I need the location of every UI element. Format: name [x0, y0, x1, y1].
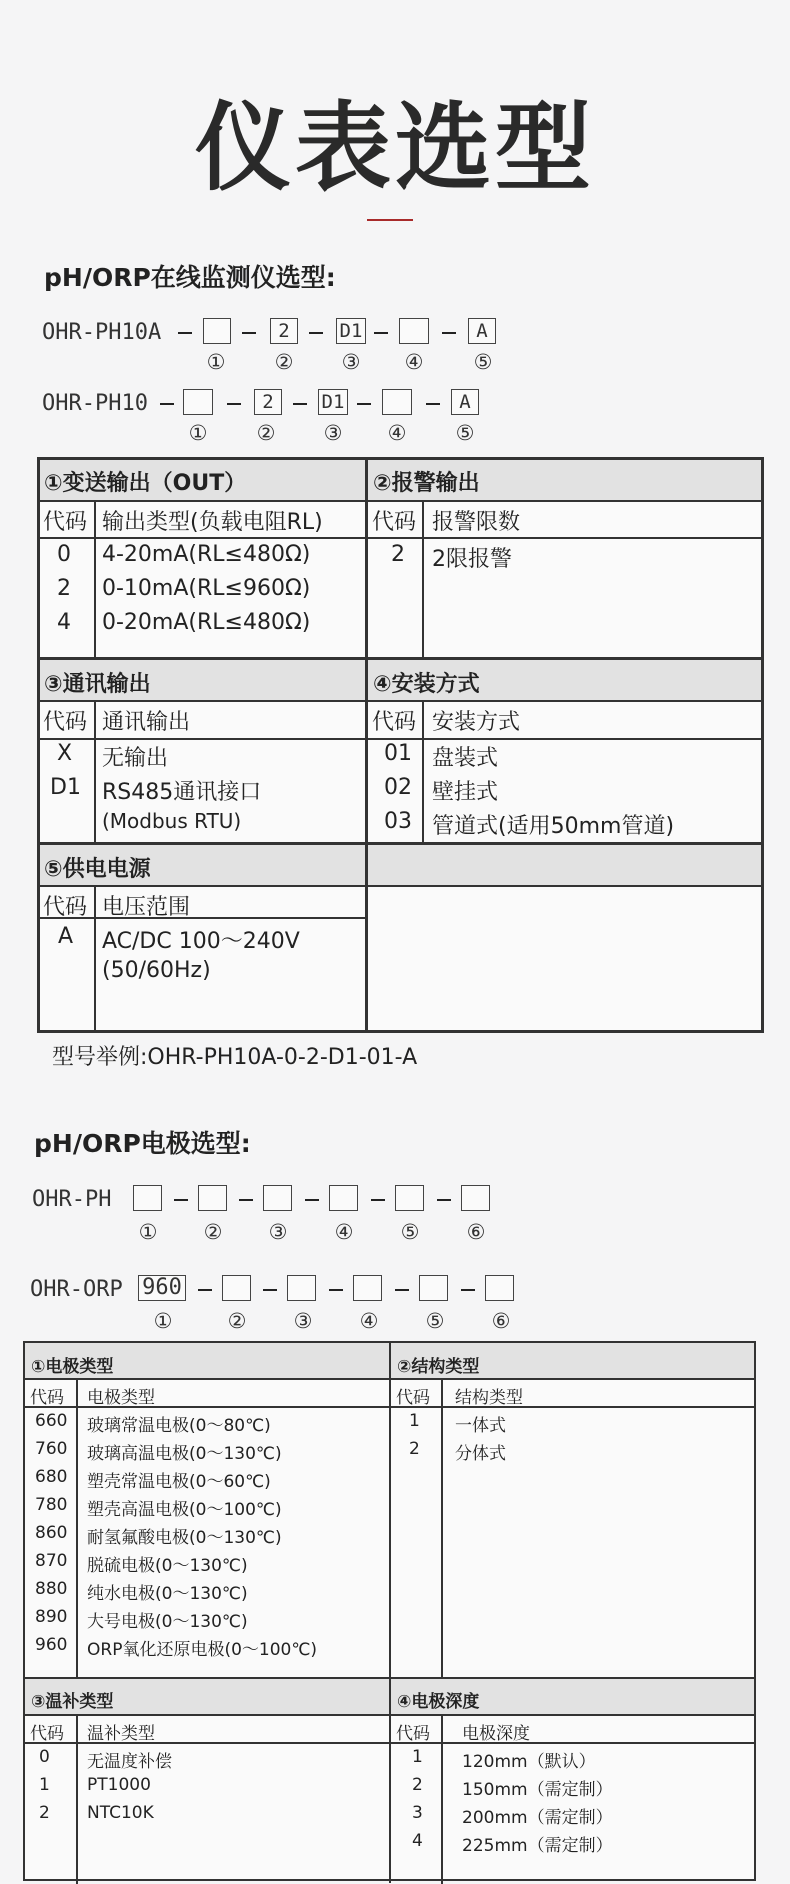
code-slot-4 [382, 389, 412, 415]
code-slot-4 [353, 1275, 382, 1301]
col-header-code: 代码 [30, 1388, 64, 1408]
title-divider [367, 219, 413, 221]
position-number: ① [188, 421, 208, 445]
row-divider [40, 500, 761, 502]
dash [263, 1289, 277, 1291]
dash [357, 403, 371, 405]
dash [461, 1289, 475, 1291]
row-divider [25, 1677, 754, 1679]
code-slot-4 [329, 1185, 358, 1211]
cell-code: 03 [384, 809, 412, 834]
meter-code-line-1 [42, 318, 542, 348]
cell-code: 1 [412, 1747, 423, 1767]
cell-code: 4 [57, 610, 71, 635]
comm-title: ③通讯输出 [44, 672, 151, 697]
code-col-divider [94, 885, 96, 1030]
dash [309, 332, 323, 334]
alarm-title: ②报警输出 [373, 471, 480, 496]
code-col-divider [422, 700, 424, 842]
col-header-type: 电压范围 [102, 895, 191, 920]
position-number: ② [203, 1220, 223, 1244]
cell-desc: (Modbus RTU) [102, 809, 242, 833]
position-number: ⑤ [455, 421, 475, 445]
dash [174, 1199, 188, 1201]
col-header-code: 代码 [43, 895, 88, 920]
position-number: ④ [404, 350, 424, 374]
cell-desc: 玻璃常温电极(0～80℃) [87, 1416, 271, 1436]
code-slot-1 [203, 318, 231, 344]
position-number: ① [153, 1309, 173, 1333]
col-header-code: 代码 [43, 510, 88, 535]
cell-code: 3 [412, 1803, 423, 1823]
electrode-selection-table [23, 1341, 756, 1881]
dash [371, 1199, 385, 1201]
code-slot-3 [263, 1185, 292, 1211]
depth-title: ④电极深度 [397, 1692, 480, 1712]
cell-code: 860 [35, 1523, 68, 1543]
col-header-type: 报警限数 [432, 510, 521, 535]
position-number: ② [274, 350, 294, 374]
col-header-code: 代码 [30, 1724, 64, 1744]
cell-desc: ORP氧化还原电极(0～100℃) [87, 1640, 318, 1660]
dash [329, 1289, 343, 1291]
cell-code: 02 [384, 775, 412, 800]
dash [437, 1199, 451, 1201]
cell-code: 0 [57, 542, 71, 567]
cell-code: 660 [35, 1411, 68, 1431]
cell-code: 870 [35, 1551, 68, 1571]
row-divider [40, 917, 365, 919]
code-slot-2 [198, 1185, 227, 1211]
dash [227, 403, 241, 405]
code-col-divider [422, 500, 424, 657]
cell-code: 2 [39, 1803, 50, 1823]
cell-code: 0 [39, 1747, 50, 1767]
position-number: ④ [334, 1220, 354, 1244]
dash [305, 1199, 319, 1201]
electrode-section-heading: pH/ORP电极选型: [34, 1129, 251, 1158]
cell-code: 2 [391, 542, 405, 567]
row-divider [40, 885, 761, 887]
dash [374, 332, 388, 334]
cell-desc: 无温度补偿 [87, 1752, 172, 1772]
row-divider [25, 1714, 754, 1716]
code-slot-5 [419, 1275, 448, 1301]
cell-code: A [58, 924, 74, 949]
cell-desc: 2限报警 [432, 547, 512, 572]
position-number: ⑤ [425, 1309, 445, 1333]
position-number: ③ [293, 1309, 313, 1333]
col-header-type: 结构类型 [455, 1388, 523, 1408]
model-example: 型号举例:OHR-PH10A-0-2-D1-01-A [52, 1045, 418, 1070]
position-number: ① [206, 350, 226, 374]
col-header-type: 安装方式 [432, 710, 521, 735]
position-number: ⑤ [473, 350, 493, 374]
cell-desc: 0-10mA(RL≤960Ω) [102, 576, 311, 601]
row-divider [40, 738, 761, 740]
output-title: ①变送输出（OUT） [44, 471, 247, 496]
cell-code: D1 [50, 775, 81, 800]
code-prefix: OHR-ORP [30, 1277, 123, 1302]
code-slot-1: 960 [138, 1275, 186, 1301]
code-slot-3: D1 [318, 389, 348, 415]
cell-desc: 管道式(适用50mm管道) [432, 814, 675, 839]
cell-desc: 塑壳常温电极(0～60℃) [87, 1472, 271, 1492]
cell-code: X [57, 741, 73, 766]
cell-desc: 壁挂式 [432, 780, 499, 805]
col-header-type: 输出类型(负载电阻RL) [102, 510, 323, 535]
cell-desc: AC/DC 100～240V [102, 929, 300, 954]
position-number: ① [138, 1220, 158, 1244]
dash [239, 1199, 253, 1201]
cell-code: 780 [35, 1495, 68, 1515]
code-slot-5 [395, 1185, 424, 1211]
cell-desc: 120mm（默认） [462, 1752, 596, 1772]
col-header-code: 代码 [372, 510, 417, 535]
position-number: ③ [323, 421, 343, 445]
code-slot-2: 2 [254, 389, 282, 415]
cell-desc: 150mm（需定制） [462, 1780, 613, 1800]
code-slot-3 [287, 1275, 316, 1301]
cell-desc: 塑壳高温电极(0～100℃) [87, 1500, 282, 1520]
col-header-code: 代码 [43, 710, 88, 735]
position-number: ② [227, 1309, 247, 1333]
cell-code: 890 [35, 1607, 68, 1627]
dash [426, 403, 440, 405]
cell-code: 4 [412, 1831, 423, 1851]
cell-desc: 玻璃高温电极(0～130℃) [87, 1444, 282, 1464]
position-number: ⑤ [400, 1220, 420, 1244]
cell-desc: 无输出 [102, 746, 169, 771]
cell-code: 880 [35, 1579, 68, 1599]
col-header-type: 通讯输出 [102, 710, 191, 735]
code-slot-2: 2 [270, 318, 298, 344]
cell-desc: 大号电极(0～130℃) [87, 1612, 248, 1632]
position-number: ⑥ [466, 1220, 486, 1244]
cell-code: 2 [409, 1439, 420, 1459]
position-number: ④ [359, 1309, 379, 1333]
cell-code: 1 [409, 1411, 420, 1431]
cell-code: 1 [39, 1775, 50, 1795]
code-slot-5: A [468, 318, 496, 344]
cell-desc: RS485通讯接口 [102, 780, 262, 805]
dash [293, 403, 307, 405]
install-title: ④安装方式 [373, 672, 480, 697]
position-number: ② [256, 421, 276, 445]
position-number: ③ [268, 1220, 288, 1244]
page-title: 仪表选型 [195, 92, 595, 204]
code-slot-6 [485, 1275, 514, 1301]
dash [178, 332, 192, 334]
row-divider [40, 657, 761, 660]
code-prefix: OHR-PH [32, 1187, 112, 1212]
dash [160, 403, 174, 405]
col-header-type: 电极类型 [87, 1388, 155, 1408]
electrode-code-line-2 [30, 1275, 520, 1305]
temp-title: ③温补类型 [31, 1692, 114, 1712]
code-col-divider [94, 500, 96, 657]
cell-desc: 耐氢氟酸电极(0～130℃) [87, 1528, 282, 1548]
cell-code: 2 [57, 576, 71, 601]
cell-code: 960 [35, 1635, 68, 1655]
row-divider [40, 537, 761, 539]
power-title: ⑤供电电源 [44, 857, 151, 882]
cell-code: 2 [412, 1775, 423, 1795]
dash [442, 332, 456, 334]
cell-desc: NTC10K [87, 1803, 154, 1823]
col-header-type: 温补类型 [87, 1724, 155, 1744]
code-slot-3: D1 [336, 318, 366, 344]
electrode-code-line-1 [32, 1185, 512, 1215]
cell-desc: 225mm（需定制） [462, 1836, 613, 1856]
position-number: ⑥ [491, 1309, 511, 1333]
cell-desc: 脱硫电极(0～130℃) [87, 1556, 248, 1576]
code-slot-1 [133, 1185, 162, 1211]
struct-title: ②结构类型 [397, 1357, 480, 1377]
dash [395, 1289, 409, 1291]
code-slot-4 [399, 318, 429, 344]
code-prefix: OHR-PH10 [42, 391, 148, 416]
position-number: ③ [341, 350, 361, 374]
code-slot-2 [222, 1275, 251, 1301]
col-header-code: 代码 [396, 1724, 430, 1744]
cell-desc: PT1000 [87, 1775, 151, 1795]
row-divider [40, 700, 761, 702]
cell-code: 680 [35, 1467, 68, 1487]
col-header-type: 电极深度 [462, 1724, 530, 1744]
meter-section-heading: pH/ORP在线监测仪选型: [44, 263, 336, 292]
code-slot-1 [183, 389, 213, 415]
dash [242, 332, 256, 334]
col-header-code: 代码 [372, 710, 417, 735]
cell-desc: (50/60Hz) [102, 958, 211, 983]
cell-desc: 一体式 [455, 1416, 506, 1436]
code-slot-5: A [451, 389, 479, 415]
code-col-divider [76, 1378, 78, 1677]
etype-title: ①电极类型 [31, 1357, 114, 1377]
code-col-divider [94, 700, 96, 842]
dash [198, 1289, 212, 1291]
row-divider [25, 1378, 754, 1380]
cell-desc: 分体式 [455, 1444, 506, 1464]
cell-code: 01 [384, 741, 412, 766]
column-divider [389, 1343, 391, 1883]
cell-desc: 200mm（需定制） [462, 1808, 613, 1828]
column-divider [365, 460, 368, 1030]
position-number: ④ [387, 421, 407, 445]
code-slot-6 [461, 1185, 490, 1211]
cell-desc: 盘装式 [432, 746, 499, 771]
cell-desc: 4-20mA(RL≤480Ω) [102, 542, 311, 567]
cell-desc: 纯水电极(0～130℃) [87, 1584, 248, 1604]
row-divider [40, 842, 761, 845]
cell-code: 760 [35, 1439, 68, 1459]
cell-desc: 0-20mA(RL≤480Ω) [102, 610, 311, 635]
code-col-divider [441, 1378, 443, 1677]
meter-code-line-2 [42, 389, 542, 419]
meter-selection-table [37, 457, 764, 1033]
code-prefix: OHR-PH10A [42, 320, 162, 345]
col-header-code: 代码 [396, 1388, 430, 1408]
